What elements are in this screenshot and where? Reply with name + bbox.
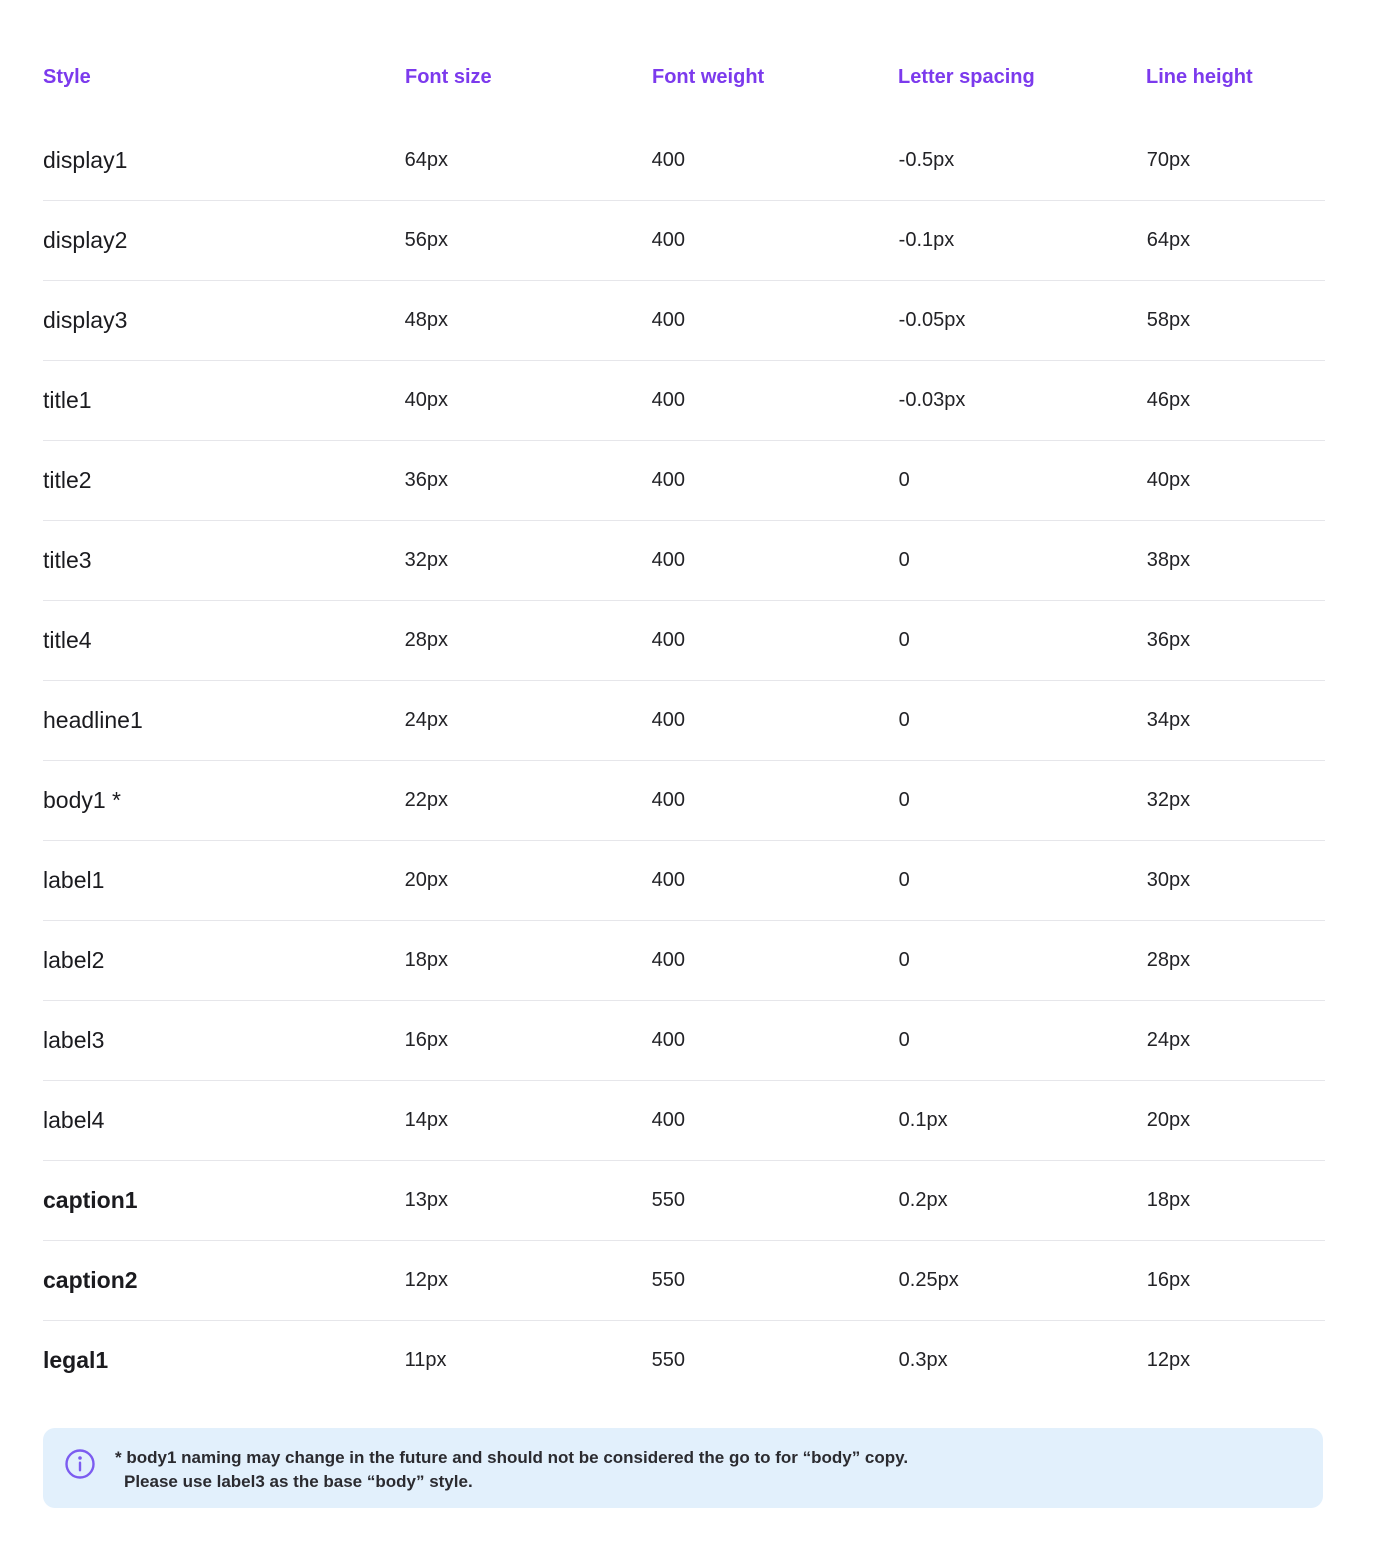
style-name-cell: title3 (43, 547, 92, 573)
font-weight-cell: 400 (651, 869, 685, 891)
table-row (43, 1001, 1325, 1081)
table-row (43, 921, 1325, 1001)
note-line-1: * body1 naming may change in the future and should not be considered the go to for “body” copy. (115, 1448, 909, 1467)
letter-spacing-cell: 0 (898, 469, 910, 491)
line-height-cell: 20px (1146, 1109, 1191, 1131)
table-row (43, 1081, 1325, 1161)
letter-spacing-cell: 0 (898, 629, 910, 651)
table-row (43, 1321, 1325, 1400)
table-row (43, 761, 1325, 841)
style-name-cell: label1 (43, 867, 105, 893)
line-height-cell: 46px (1146, 389, 1191, 411)
letter-spacing-cell: -0.03px (898, 389, 966, 411)
line-height-cell: 34px (1146, 709, 1191, 731)
font-size-cell: 32px (404, 549, 448, 571)
header-line-height: Line height (1146, 66, 1253, 88)
font-weight-cell: 400 (651, 789, 685, 811)
style-name-cell: body1 * (43, 787, 122, 813)
letter-spacing-cell: 0 (898, 1029, 910, 1051)
letter-spacing-cell: -0.05px (898, 309, 966, 331)
letter-spacing-cell: 0.1px (898, 1109, 948, 1131)
font-size-cell: 56px (404, 229, 448, 251)
table-row (43, 1241, 1325, 1321)
line-height-cell: 32px (1146, 789, 1191, 811)
style-name-cell: title1 (43, 387, 92, 413)
line-height-cell: 16px (1146, 1269, 1191, 1291)
line-height-cell: 58px (1146, 309, 1191, 331)
letter-spacing-cell: -0.1px (898, 229, 955, 251)
letter-spacing-cell: 0.25px (898, 1269, 959, 1291)
line-height-cell: 28px (1146, 949, 1191, 971)
font-size-cell: 12px (404, 1269, 448, 1291)
style-name-cell: title2 (43, 467, 92, 493)
font-size-cell: 22px (404, 789, 448, 811)
font-weight-cell: 400 (651, 1109, 685, 1131)
style-name-cell: caption1 (43, 1187, 138, 1213)
header-font-weight: Font weight (652, 66, 765, 88)
table-body (43, 121, 1325, 1400)
line-height-cell: 36px (1146, 629, 1191, 651)
line-height-cell: 18px (1146, 1189, 1191, 1211)
line-height-cell: 40px (1146, 469, 1191, 491)
table-row (43, 121, 1325, 201)
line-height-cell: 70px (1146, 149, 1191, 171)
header-style: Style (43, 66, 91, 88)
letter-spacing-cell: 0.2px (898, 1189, 948, 1211)
font-size-cell: 64px (404, 149, 448, 171)
style-name-cell: display2 (43, 227, 128, 253)
font-size-cell: 13px (404, 1189, 448, 1211)
font-size-cell: 18px (404, 949, 448, 971)
letter-spacing-cell: -0.5px (898, 149, 955, 171)
line-height-cell: 64px (1146, 229, 1191, 251)
font-size-cell: 28px (404, 629, 448, 651)
info-icon (64, 1448, 96, 1480)
style-name-cell: legal1 (43, 1347, 109, 1373)
font-weight-cell: 400 (651, 629, 685, 651)
font-weight-cell: 550 (651, 1189, 685, 1211)
line-height-cell: 12px (1146, 1349, 1191, 1371)
font-weight-cell: 400 (651, 229, 685, 251)
style-name-cell: label4 (43, 1107, 105, 1133)
font-size-cell: 20px (404, 869, 448, 891)
letter-spacing-cell: 0 (898, 949, 910, 971)
font-weight-cell: 550 (651, 1269, 685, 1291)
style-name-cell: headline1 (43, 707, 143, 733)
font-size-cell: 11px (404, 1349, 447, 1371)
font-weight-cell: 400 (651, 469, 685, 491)
table-row (43, 281, 1325, 361)
line-height-cell: 30px (1146, 869, 1191, 891)
header-letter-spacing: Letter spacing (898, 66, 1035, 88)
letter-spacing-cell: 0.3px (898, 1349, 948, 1371)
font-weight-cell: 400 (651, 709, 685, 731)
font-weight-cell: 400 (651, 389, 685, 411)
style-name-cell: title4 (43, 627, 92, 653)
font-weight-cell: 400 (651, 1029, 685, 1051)
letter-spacing-cell: 0 (898, 789, 910, 811)
font-size-cell: 24px (404, 709, 448, 731)
note-line-2: Please use label3 as the base “body” style. (124, 1472, 473, 1491)
table-row (43, 361, 1325, 441)
font-weight-cell: 400 (651, 949, 685, 971)
letter-spacing-cell: 0 (898, 869, 910, 891)
header-font-size: Font size (405, 66, 492, 88)
font-size-cell: 16px (404, 1029, 448, 1051)
table-row (43, 601, 1325, 681)
font-size-cell: 36px (404, 469, 448, 491)
typography-table (43, 40, 1325, 1400)
letter-spacing-cell: 0 (898, 709, 910, 731)
style-name-cell: label3 (43, 1027, 105, 1053)
style-name-cell: display1 (43, 147, 128, 173)
font-size-cell: 48px (404, 309, 448, 331)
font-weight-cell: 400 (651, 309, 685, 331)
table-row (43, 521, 1325, 601)
font-size-cell: 14px (404, 1109, 448, 1131)
table-header (43, 40, 1325, 115)
style-name-cell: display3 (43, 307, 128, 333)
info-note (43, 1428, 1323, 1508)
table-row (43, 681, 1325, 761)
line-height-cell: 24px (1146, 1029, 1191, 1051)
table-row (43, 201, 1325, 281)
line-height-cell: 38px (1146, 549, 1191, 571)
style-name-cell: label2 (43, 947, 105, 973)
table-row (43, 1161, 1325, 1241)
font-weight-cell: 550 (651, 1349, 685, 1371)
style-name-cell: caption2 (43, 1267, 138, 1293)
note-text (115, 1446, 908, 1494)
table-row (43, 441, 1325, 521)
table-row (43, 841, 1325, 921)
font-weight-cell: 400 (651, 149, 685, 171)
font-weight-cell: 400 (651, 549, 685, 571)
letter-spacing-cell: 0 (898, 549, 910, 571)
font-size-cell: 40px (404, 389, 448, 411)
